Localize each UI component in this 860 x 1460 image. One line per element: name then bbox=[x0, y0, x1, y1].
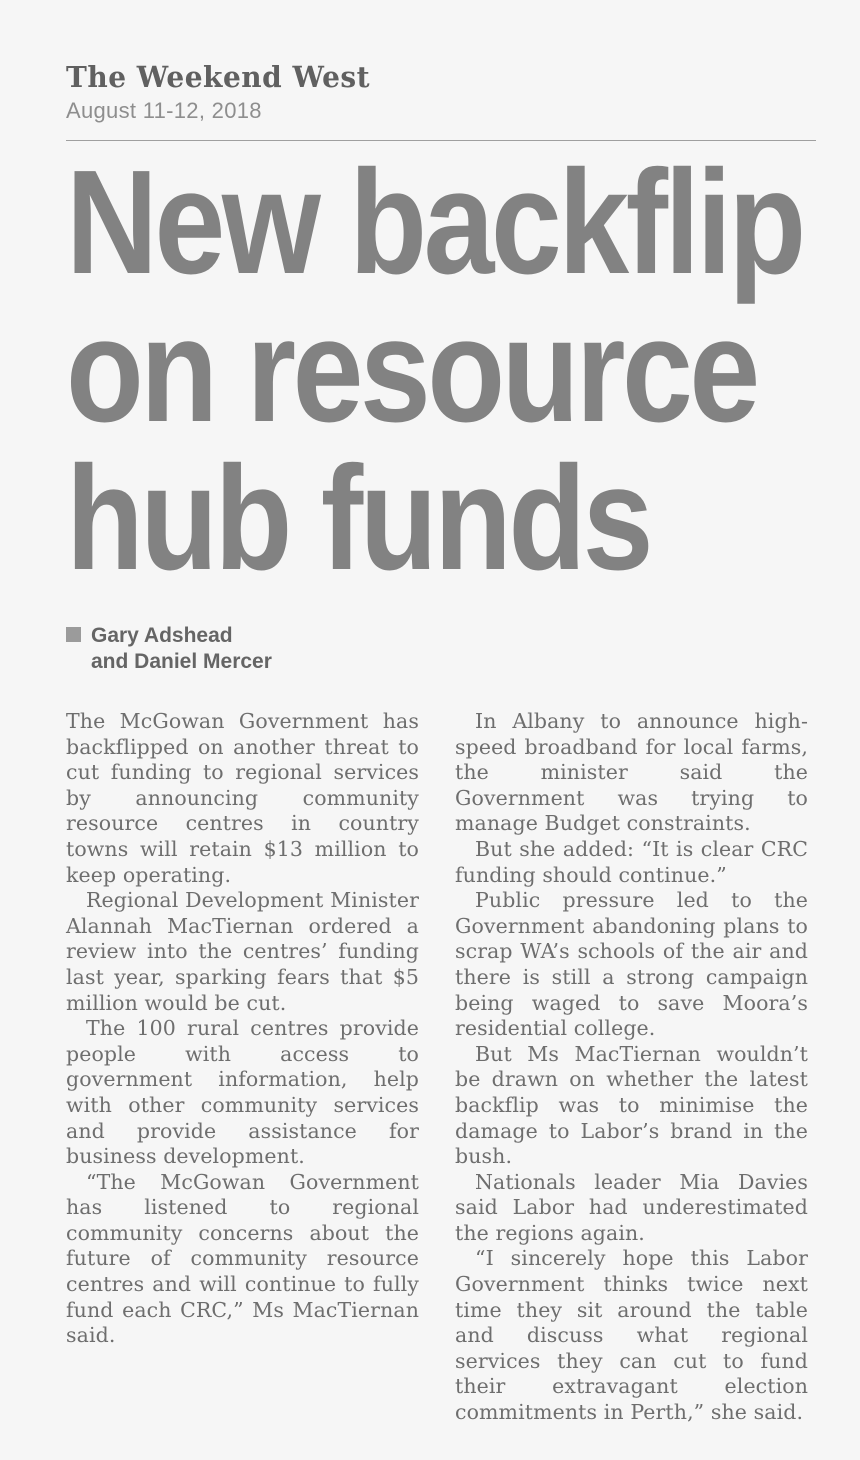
headline-line-2: on resource bbox=[66, 288, 757, 453]
headline-line-3: hub funds bbox=[66, 436, 651, 601]
masthead bbox=[66, 59, 816, 141]
byline bbox=[66, 623, 816, 675]
paragraph: The McGowan Government has backflipped on another threat to cut funding to regional services by announcing community resource centres in country towns will retain $13 million to keep operating. bbox=[66, 709, 419, 887]
byline-author-2: and Daniel Mercer bbox=[91, 650, 272, 673]
paragraph: The 100 rural centres provide people with access to government information, help with other community services and provide assistance for business development. bbox=[66, 1016, 419, 1169]
byline-author-1: Gary Adshead bbox=[91, 624, 233, 647]
byline-authors bbox=[91, 623, 272, 675]
masthead-date: August 11-12, 2018 bbox=[66, 98, 262, 123]
article-headline bbox=[66, 140, 816, 601]
paragraph: In Albany to announce high-speed broadband for local farms, the minister said the Government was trying to manage Budget constraints. bbox=[455, 709, 808, 836]
paragraph: Public pressure led to the Government abandoning plans to scrap WA’s schools of the air and there is still a strong campaign being waged to save Moora’s residential college. bbox=[455, 888, 808, 1041]
masthead-title: The Weekend West bbox=[66, 59, 371, 95]
headline-line-1: New backflip bbox=[66, 140, 803, 305]
paragraph: But she added: “It is clear CRC funding should continue.” bbox=[455, 836, 808, 887]
paragraph: Regional Development Minister Alannah MacTiernan ordered a review into the centres’ funding last year, sparking fears that $5 million would be cut. bbox=[66, 888, 419, 1015]
article-column-right bbox=[455, 709, 808, 1426]
article-body bbox=[66, 709, 816, 1426]
article-column-left bbox=[66, 709, 419, 1426]
paragraph: But Ms MacTiernan wouldn’t be drawn on whether the latest backflip was to minimise the damage to Labor’s brand in the bush. bbox=[455, 1041, 808, 1169]
paragraph: Nationals leader Mia Davies said Labor had underestimated the regions again. bbox=[455, 1169, 808, 1245]
byline-square-icon bbox=[66, 627, 81, 642]
paragraph: “The McGowan Government has listened to regional community concerns about the future of community resource centres and will continue to fully fund each CRC,” Ms MacTiernan said. bbox=[66, 1169, 419, 1348]
paragraph: “I sincerely hope this Labor Government thinks twice next time they sit around the table and discuss what regional services they can cut to fund their extravagant election commitments in Perth,” she said. bbox=[455, 1246, 808, 1425]
